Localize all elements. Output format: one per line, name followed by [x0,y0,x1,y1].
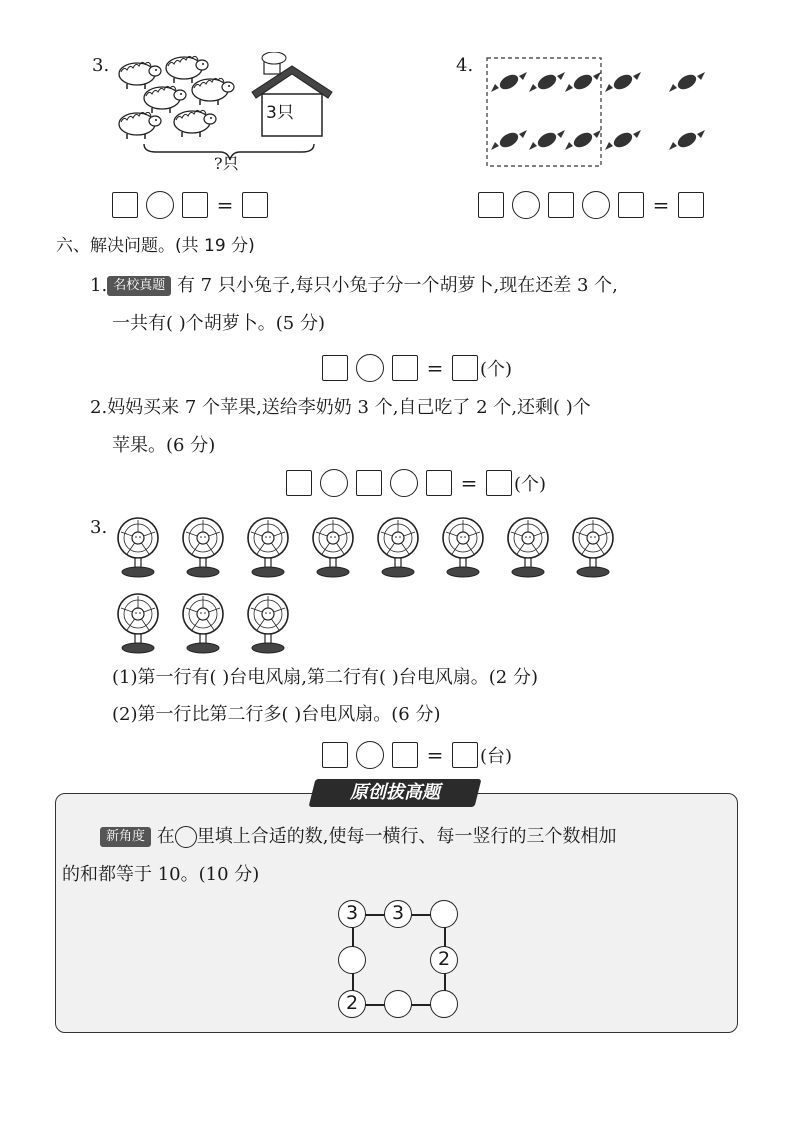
equation-q3: = (台) [322,739,512,771]
grid-top-middle: 3 [384,900,412,928]
grid-top-left: 3 [338,900,366,928]
electric-fan-icon [179,516,227,578]
grid-top-right[interactable] [430,900,458,928]
q1-unit: (个) [480,359,513,380]
problem-3-number: 3. [92,55,110,76]
answer-box[interactable] [392,355,418,381]
panel-title: 原创拔高题 [350,782,440,803]
electric-fan-icon [374,516,422,578]
answer-box[interactable] [452,742,478,768]
q2-number: 2. [90,397,108,418]
operator-circle[interactable] [356,354,384,382]
operator-circle[interactable] [146,191,174,219]
q2-unit: (个) [514,474,547,495]
q3-sub1: (1)第一行有( )台电风扇,第二行有( )台电风扇。(2 分) [112,667,538,688]
electric-fan-icon [309,516,357,578]
q3-unit: (台) [480,746,513,767]
electric-fan-icon [244,592,292,654]
answer-box[interactable] [322,742,348,768]
answer-box[interactable] [392,742,418,768]
q1-line2: 一共有( )个胡萝卜。(5 分) [112,313,325,334]
answer-box[interactable] [322,355,348,381]
operator-circle[interactable] [582,191,610,219]
answer-box[interactable] [486,470,512,496]
answer-box[interactable] [426,470,452,496]
candy-picture [485,56,725,168]
part6-heading: 六、解决问题。(共 19 分) [56,236,255,256]
grid-bottom-right[interactable] [430,990,458,1018]
electric-fan-icon [114,592,162,654]
electric-fan-icon [244,516,292,578]
operator-circle[interactable] [512,191,540,219]
grid-middle-left[interactable] [338,946,366,974]
answer-box[interactable] [286,470,312,496]
operator-circle[interactable] [390,469,418,497]
equation-sheep: = [112,189,268,221]
q2-line1 [90,396,591,420]
answer-box[interactable] [356,470,382,496]
famous-school-badge: 名校真题 [107,276,171,296]
grid-bottom-left: 2 [338,990,366,1018]
answer-box[interactable] [112,192,138,218]
q3-number: 3. [90,517,108,538]
answer-box[interactable] [678,192,704,218]
grid-bottom-middle[interactable] [384,990,412,1018]
original-line1 [100,825,616,849]
equation-candy: = [478,189,704,221]
house-label: 3只 [266,103,294,123]
problem-4-number: 4. [456,55,474,76]
answer-box[interactable] [182,192,208,218]
new-angle-badge: 新角度 [100,827,151,847]
operator-circle[interactable] [320,469,348,497]
inline-circle-icon [175,826,197,848]
operator-circle[interactable] [356,741,384,769]
electric-fan-icon [569,516,617,578]
original-text-post: 里填上合适的数,使每一横行、每一竖行的三个数相加 [196,826,617,847]
answer-box[interactable] [618,192,644,218]
q3-sub2: (2)第一行比第二行多( )台电风扇。(6 分) [112,704,441,725]
q2-line2: 苹果。(6 分) [112,435,216,456]
original-line2: 的和都等于 10。(10 分) [62,864,260,885]
electric-fan-icon [504,516,552,578]
q1-line1 [90,274,618,298]
electric-fan-icon [179,592,227,654]
equation-q1: = (个) [322,352,512,384]
answer-box[interactable] [242,192,268,218]
answer-box[interactable] [452,355,478,381]
answer-box[interactable] [478,192,504,218]
equation-q2: = (个) [286,467,546,499]
original-text-pre: 在 [156,826,175,847]
grid-middle-right: 2 [430,946,458,974]
q1-number: 1. [90,275,108,296]
answer-box[interactable] [548,192,574,218]
brace-label: ?只 [214,154,239,173]
q2-text: 妈妈买来 7 个苹果,送给李奶奶 3 个,自己吃了 2 个,还剩( )个 [107,397,591,418]
electric-fan-icon [114,516,162,578]
electric-fan-icon [439,516,487,578]
q1-text: 有 7 只小兔子,每只小兔子分一个胡萝卜,现在还差 3 个, [176,275,618,296]
